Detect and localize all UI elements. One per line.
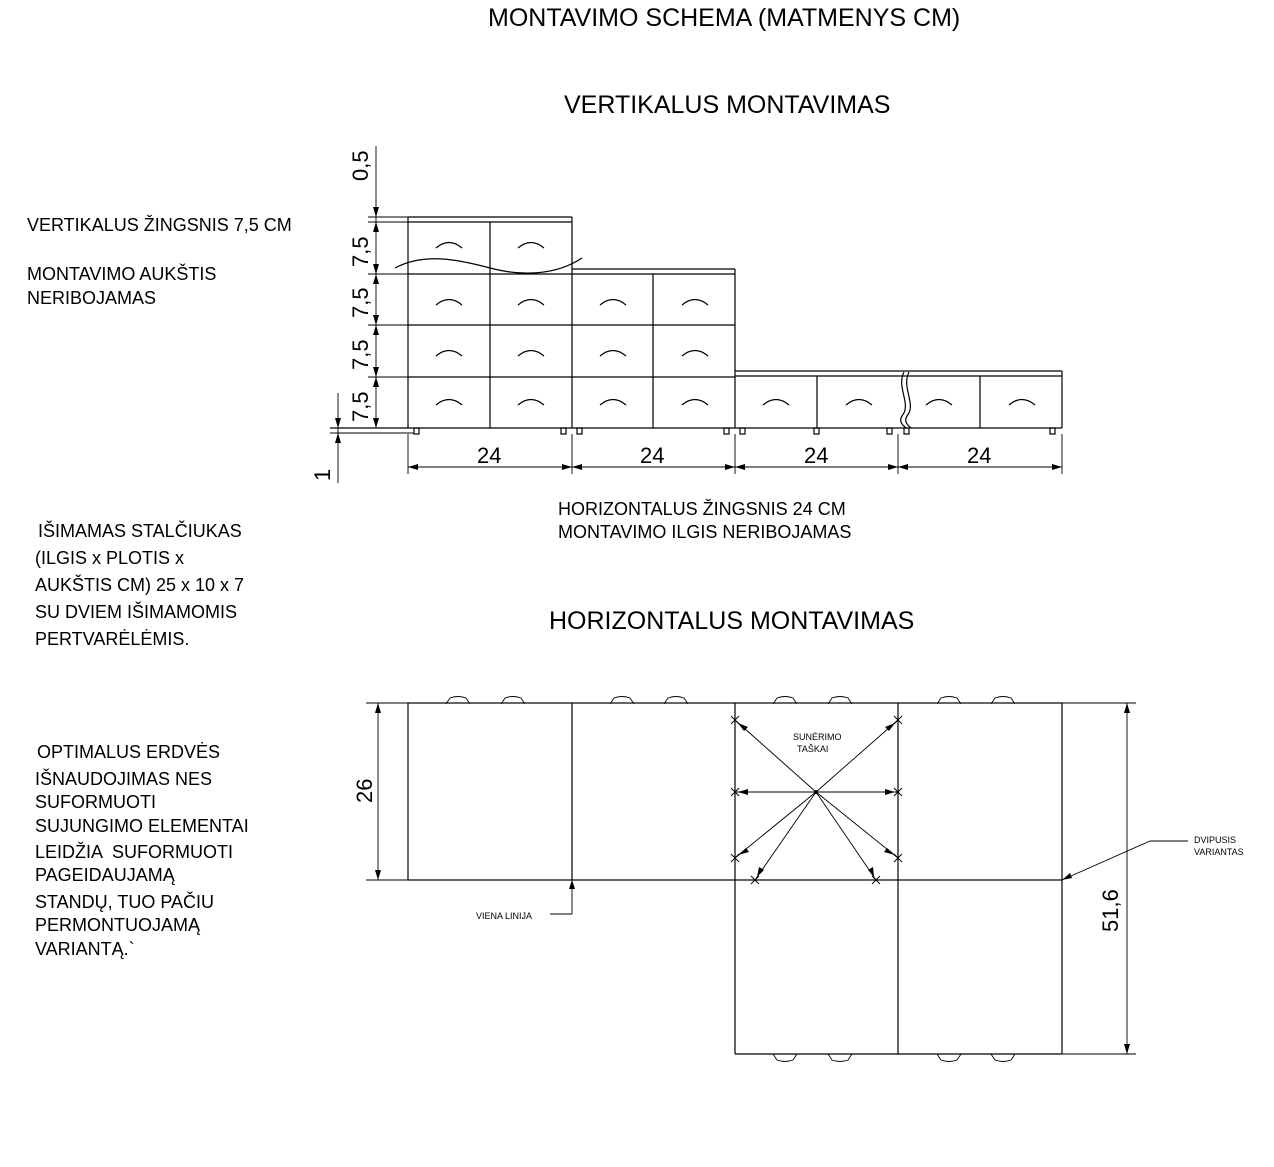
horizontal-mounting-heading: HORIZONTALUS MONTAVIMAS xyxy=(549,607,915,635)
dim-row: 7,5 xyxy=(348,391,373,422)
double-variant-label-line1: DVIPUSIS xyxy=(1194,835,1237,845)
dim-row: 7,5 xyxy=(348,236,373,267)
vertical-cabinet-stack xyxy=(330,217,1062,434)
space-note-line: LEIDŽIA SUFORMUOTI xyxy=(35,842,234,862)
dim-total-depth: 51,6 xyxy=(1098,889,1123,932)
one-line-label: VIENA LINIJA xyxy=(476,911,533,921)
space-note-line: PAGEIDAUJAMĄ xyxy=(35,865,175,885)
one-line-leader xyxy=(550,880,575,914)
joint-points-label-line1: SUNĖRIMO xyxy=(793,732,842,742)
space-note-line: SUFORMUOTI xyxy=(35,792,156,812)
width-dimensions xyxy=(408,434,1062,474)
drawer-note-line: PERTVARĖLĖMIS. xyxy=(35,629,190,649)
drawer-note-line: AUKŠTIS CM) 25 x 10 x 7 xyxy=(35,575,245,595)
break-line xyxy=(395,258,582,273)
double-variant-label-line2: VARIANTAS xyxy=(1194,847,1244,857)
dim-row: 7,5 xyxy=(348,339,373,370)
horizontal-step-note: HORIZONTALUS ŽINGSNIS 24 CM xyxy=(558,499,846,519)
dim-width: 24 xyxy=(967,443,992,468)
dim-width: 24 xyxy=(640,443,665,468)
mounting-height-note-line1: MONTAVIMO AUKŠTIS xyxy=(27,264,217,284)
depth-dimension xyxy=(352,703,408,880)
mounting-length-note: MONTAVIMO ILGIS NERIBOJAMAS xyxy=(558,522,852,542)
vertical-mounting-heading: VERTIKALUS MONTAVIMAS xyxy=(564,91,891,119)
drawer-note-line: SU DVIEM IŠIMAMOMIS xyxy=(35,602,238,622)
dim-width: 24 xyxy=(477,443,502,468)
dim-row: 7,5 xyxy=(348,287,373,318)
cabinet-feet xyxy=(414,428,1055,434)
page-title: MONTAVIMO SCHEMA (MATMENYS CM) xyxy=(488,4,961,32)
dim-feet: 1 xyxy=(310,468,335,481)
mounting-height-note-line2: NERIBOJAMAS xyxy=(27,288,157,308)
dim-width: 24 xyxy=(804,443,829,468)
double-variant-leader xyxy=(1062,841,1188,880)
drawer-note-line: (ILGIS x PLOTIS x xyxy=(35,548,185,568)
space-note-line: SUJUNGIMO ELEMENTAI xyxy=(35,816,249,836)
vertical-dimensions xyxy=(310,146,408,483)
dim-depth: 26 xyxy=(352,778,377,803)
joint-points-label-line2: TAŠKAI xyxy=(797,744,829,754)
horizontal-layout-plan xyxy=(408,697,1062,1062)
drawer-note-line: IŠIMAMAS STALČIUKAS xyxy=(38,521,242,541)
space-note-line: OPTIMALUS ERDVĖS xyxy=(37,742,221,762)
total-depth-dimension xyxy=(1062,703,1136,1054)
space-note-line: VARIANTĄ.` xyxy=(35,939,135,959)
dim-top-gap: 0,5 xyxy=(348,150,373,181)
space-note-line: IŠNAUDOJIMAS NES xyxy=(35,769,213,789)
joint-points-rays xyxy=(731,716,902,884)
space-note-line: PERMONTUOJAMĄ xyxy=(35,915,201,935)
vertical-step-note: VERTIKALUS ŽINGSNIS 7,5 CM xyxy=(27,215,292,235)
space-note-line: STANDŲ, TUO PAČIU xyxy=(35,892,215,912)
